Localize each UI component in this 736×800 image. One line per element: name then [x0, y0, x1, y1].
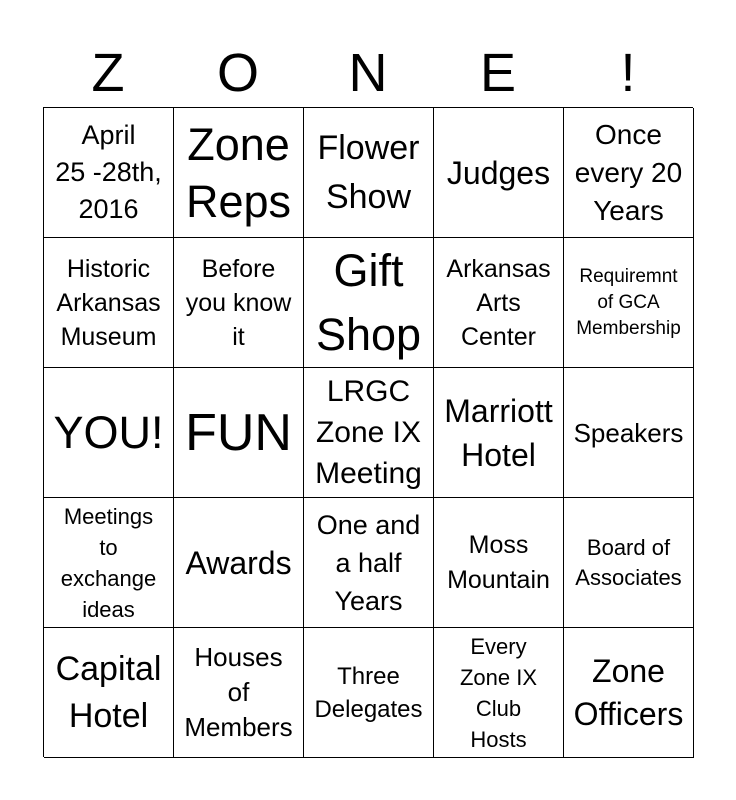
bingo-cell[interactable] [564, 238, 694, 368]
bingo-cell[interactable] [564, 628, 694, 758]
cell-text: Moss Mountain [447, 530, 550, 594]
cell-text: Board of Associates [575, 534, 682, 590]
cell-text: Flower Show [317, 128, 420, 216]
bingo-cell[interactable] [434, 238, 564, 368]
bingo-cell[interactable] [304, 238, 434, 368]
bingo-cell[interactable] [564, 108, 694, 238]
cell-text: Zone Reps [185, 118, 292, 227]
bingo-cell[interactable] [434, 628, 564, 758]
cell-text: Speakers [573, 417, 684, 448]
cell-text: FUN [185, 403, 292, 462]
title-letter-o: O [216, 43, 259, 103]
cell-text: Requiremnt of GCA Membership [576, 265, 681, 339]
cell-text: Before you know it [185, 254, 292, 351]
cell-text: Every Zone IX Club Hosts [459, 633, 538, 752]
cell-text: Zone Officers [573, 652, 684, 732]
bingo-cell[interactable] [434, 368, 564, 498]
cell-text: One and a half Years [316, 509, 421, 616]
bingo-cell[interactable] [304, 108, 434, 238]
title-letter-n: N [348, 43, 388, 103]
bingo-cell[interactable] [564, 498, 694, 628]
cell-text: Gift Shop [315, 244, 422, 360]
cell-text: Awards [185, 544, 292, 581]
cell-text: Arkansas Arts Center [446, 254, 551, 351]
bingo-cell[interactable] [174, 108, 304, 238]
bingo-grid [43, 107, 693, 757]
bingo-cell[interactable] [174, 628, 304, 758]
cell-text: April 25 -28th, 2016 [55, 120, 162, 224]
bingo-cell[interactable] [434, 498, 564, 628]
cell-text: Judges [446, 154, 551, 191]
bingo-cell[interactable] [304, 628, 434, 758]
title-letter-exclamation: ! [620, 43, 636, 103]
bingo-cell[interactable] [434, 108, 564, 238]
cell-text: Marriott Hotel [444, 392, 553, 473]
bingo-cell[interactable] [44, 108, 174, 238]
bingo-cell[interactable] [304, 498, 434, 628]
bingo-title [43, 40, 693, 106]
title-letter-z: Z [91, 43, 125, 103]
cell-text: Meetings to exchange ideas [60, 503, 157, 622]
bingo-cell[interactable] [564, 368, 694, 498]
bingo-cell[interactable] [44, 628, 174, 758]
cell-text: Capital Hotel [55, 649, 162, 735]
title-letter-e: E [479, 43, 517, 103]
cell-text: Historic Arkansas Museum [56, 254, 161, 351]
cell-text: Houses of Members [184, 642, 293, 742]
bingo-cell[interactable] [44, 368, 174, 498]
cell-text: LRGC Zone IX Meeting [315, 375, 422, 490]
bingo-cell[interactable] [304, 368, 434, 498]
bingo-cell[interactable] [174, 368, 304, 498]
cell-text: Once every 20 Years [574, 118, 683, 226]
bingo-cell[interactable] [174, 238, 304, 368]
cell-text: YOU! [53, 406, 164, 458]
bingo-cell[interactable] [44, 238, 174, 368]
bingo-cell[interactable] [44, 498, 174, 628]
cell-text: Three Delegates [314, 662, 423, 723]
bingo-cell[interactable] [174, 498, 304, 628]
